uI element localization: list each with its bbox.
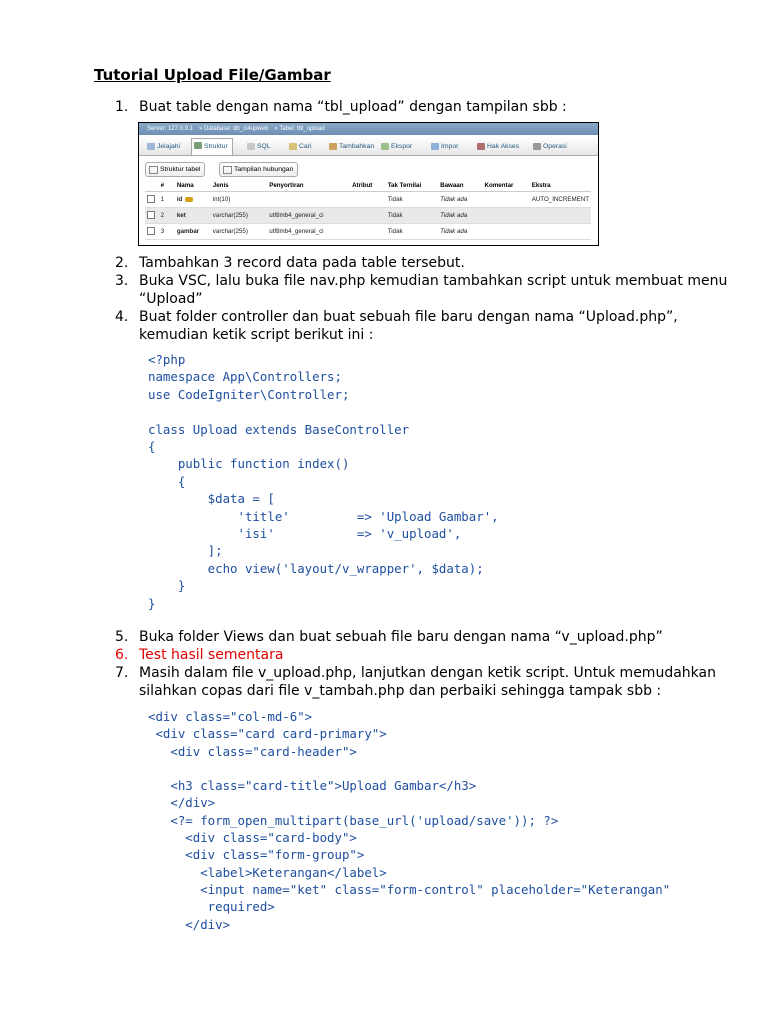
step-text: Test hasil sementara [139,647,284,663]
column-header[interactable]: Atribut [350,179,386,192]
column-name: ket [176,212,186,219]
export-icon [381,143,389,150]
column-extra [530,224,591,240]
breadcrumb: Server: 127.0.0.1 » Database: db_ci4upweb » Tabel: tbl_upload [139,123,598,135]
tab-browse[interactable]: Jelajahi [145,140,180,153]
column-header[interactable]: Bawaan [438,179,482,192]
step-item [115,98,567,116]
step-text-continued: kemudian ketik script berikut ini : [139,327,374,343]
breadcrumb-database[interactable]: Database: db_ci4upweb [204,126,269,132]
step-number: 4. [115,309,129,325]
step-item [115,308,678,343]
step-text: Tambahkan 3 record data pada table tersebut. [139,255,465,271]
column-attribute [350,208,386,224]
column-name: gambar [176,228,200,235]
row-number: 2 [159,208,175,224]
step-text: Buka VSC, lalu buka file nav.php kemudian tambahkan script untuk membuat menu [139,273,728,289]
column-null: Tidak [386,208,438,224]
column-attribute [350,224,386,240]
phpmyadmin-screenshot [138,122,599,246]
table-row [145,224,591,240]
import-icon [431,143,439,150]
column-header[interactable]: Jenis [211,179,267,192]
step-text: Masih dalam file v_upload.php, lanjutkan dengan ketik script. Untuk memudahkan [139,665,716,681]
column-comment [483,208,530,224]
column-extra [530,208,591,224]
table-structure-button[interactable]: Struktur tabel [145,162,205,177]
column-comment [483,224,530,240]
table-row [145,192,591,208]
tab-structure[interactable]: Struktur [191,138,233,155]
column-collation [267,192,350,208]
tab-insert[interactable]: Tambahkan [327,140,374,153]
column-type: varchar(255) [211,224,267,240]
structure-icon [149,166,158,174]
relation-view-button[interactable]: Tampilan hubungan [219,162,298,177]
column-extra: AUTO_INCREMENT [530,192,591,208]
step-number: 7. [115,665,129,681]
column-collation: utf8mb4_general_ci [267,208,350,224]
step-number: 6. [115,647,129,663]
step-text-continued: silahkan copas dari file v_tambah.php dan perbaiki sehingga tampak sbb : [139,683,662,699]
step-text-continued: “Upload” [139,291,203,307]
step-item [115,628,663,646]
column-default: Tidak ada [438,224,482,240]
row-checkbox[interactable] [147,211,155,219]
controller-code-block: <?php namespace App\Controllers; use CodeIgniter\Controller; class Upload extends BaseController { public function index() { $data = [ 'title' => 'Upload Gambar', 'isi' => 'v_upload', ]; echo view('layout/v_wrapper', $data); } } [148,352,499,611]
tab-export[interactable]: Ekspor [379,140,412,153]
row-checkbox[interactable] [147,227,155,235]
search-icon [289,143,297,150]
structure-icon [194,142,202,149]
sql-icon [247,143,255,150]
relation-icon [223,166,232,174]
table-row [145,208,591,224]
column-header[interactable]: Tak Ternilai [386,179,438,192]
breadcrumb-table[interactable]: Tabel: tbl_upload [279,126,325,132]
step-number: 1. [115,99,129,115]
step-item [115,664,716,699]
operations-icon [533,143,541,150]
column-comment [483,192,530,208]
view-code-block: <div class="col-md-6"> <div class="card card-primary"> <div class="card-header"> <h3 class="card-title">Upload Gambar</h3> </div> <?= form_open_multipart(base_url('upload/save')); ?> <div class="card-body"> <div class="form-group"> <label>Keterangan</label> <input name="ket" class="form-control" placeholder="Keterangan" required> </div> [148,709,671,932]
browse-icon [147,143,155,150]
tab-operations[interactable]: Operasi [531,140,567,153]
tab-search[interactable]: Cari [287,140,311,153]
column-header[interactable]: Nama [175,179,211,192]
step-number: 3. [115,273,129,289]
breadcrumb-server[interactable]: Server: 127.0.0.1 [147,126,194,132]
primary-key-icon [185,197,193,202]
column-type: int(10) [211,192,267,208]
column-null: Tidak [386,192,438,208]
table-header-row [145,179,591,192]
insert-icon [329,143,337,150]
step-item [115,254,465,272]
column-type: varchar(255) [211,208,267,224]
column-attribute [350,192,386,208]
structure-table [145,179,591,240]
tab-privileges[interactable]: Hak Akses [475,140,519,153]
privileges-icon [477,143,485,150]
step-number: 2. [115,255,129,271]
column-null: Tidak [386,224,438,240]
tab-bar [139,137,598,156]
column-collation: utf8mb4_general_ci [267,224,350,240]
step-number: 5. [115,629,129,645]
column-header[interactable]: Penyortiran [267,179,350,192]
document-title: Tutorial Upload File/Gambar [94,66,331,84]
column-header[interactable]: # [159,179,175,192]
row-checkbox[interactable] [147,195,155,203]
column-default: Tidak ada [438,208,482,224]
column-name: id [176,196,183,203]
step-item [115,272,728,307]
step-item [115,646,284,664]
row-number: 3 [159,224,175,240]
row-number: 1 [159,192,175,208]
step-text: Buat table dengan nama “tbl_upload” dengan tampilan sbb : [139,99,567,115]
step-text: Buka folder Views dan buat sebuah file baru dengan nama “v_upload.php” [139,629,663,645]
column-default: Tidak ada [438,192,482,208]
tab-import[interactable]: Impor [429,140,458,153]
column-header[interactable]: Ekstra [530,179,591,192]
tab-sql[interactable]: SQL [245,140,271,153]
step-text: Buat folder controller dan buat sebuah file baru dengan nama “Upload.php”, [139,309,678,325]
column-header[interactable]: Komentar [483,179,530,192]
